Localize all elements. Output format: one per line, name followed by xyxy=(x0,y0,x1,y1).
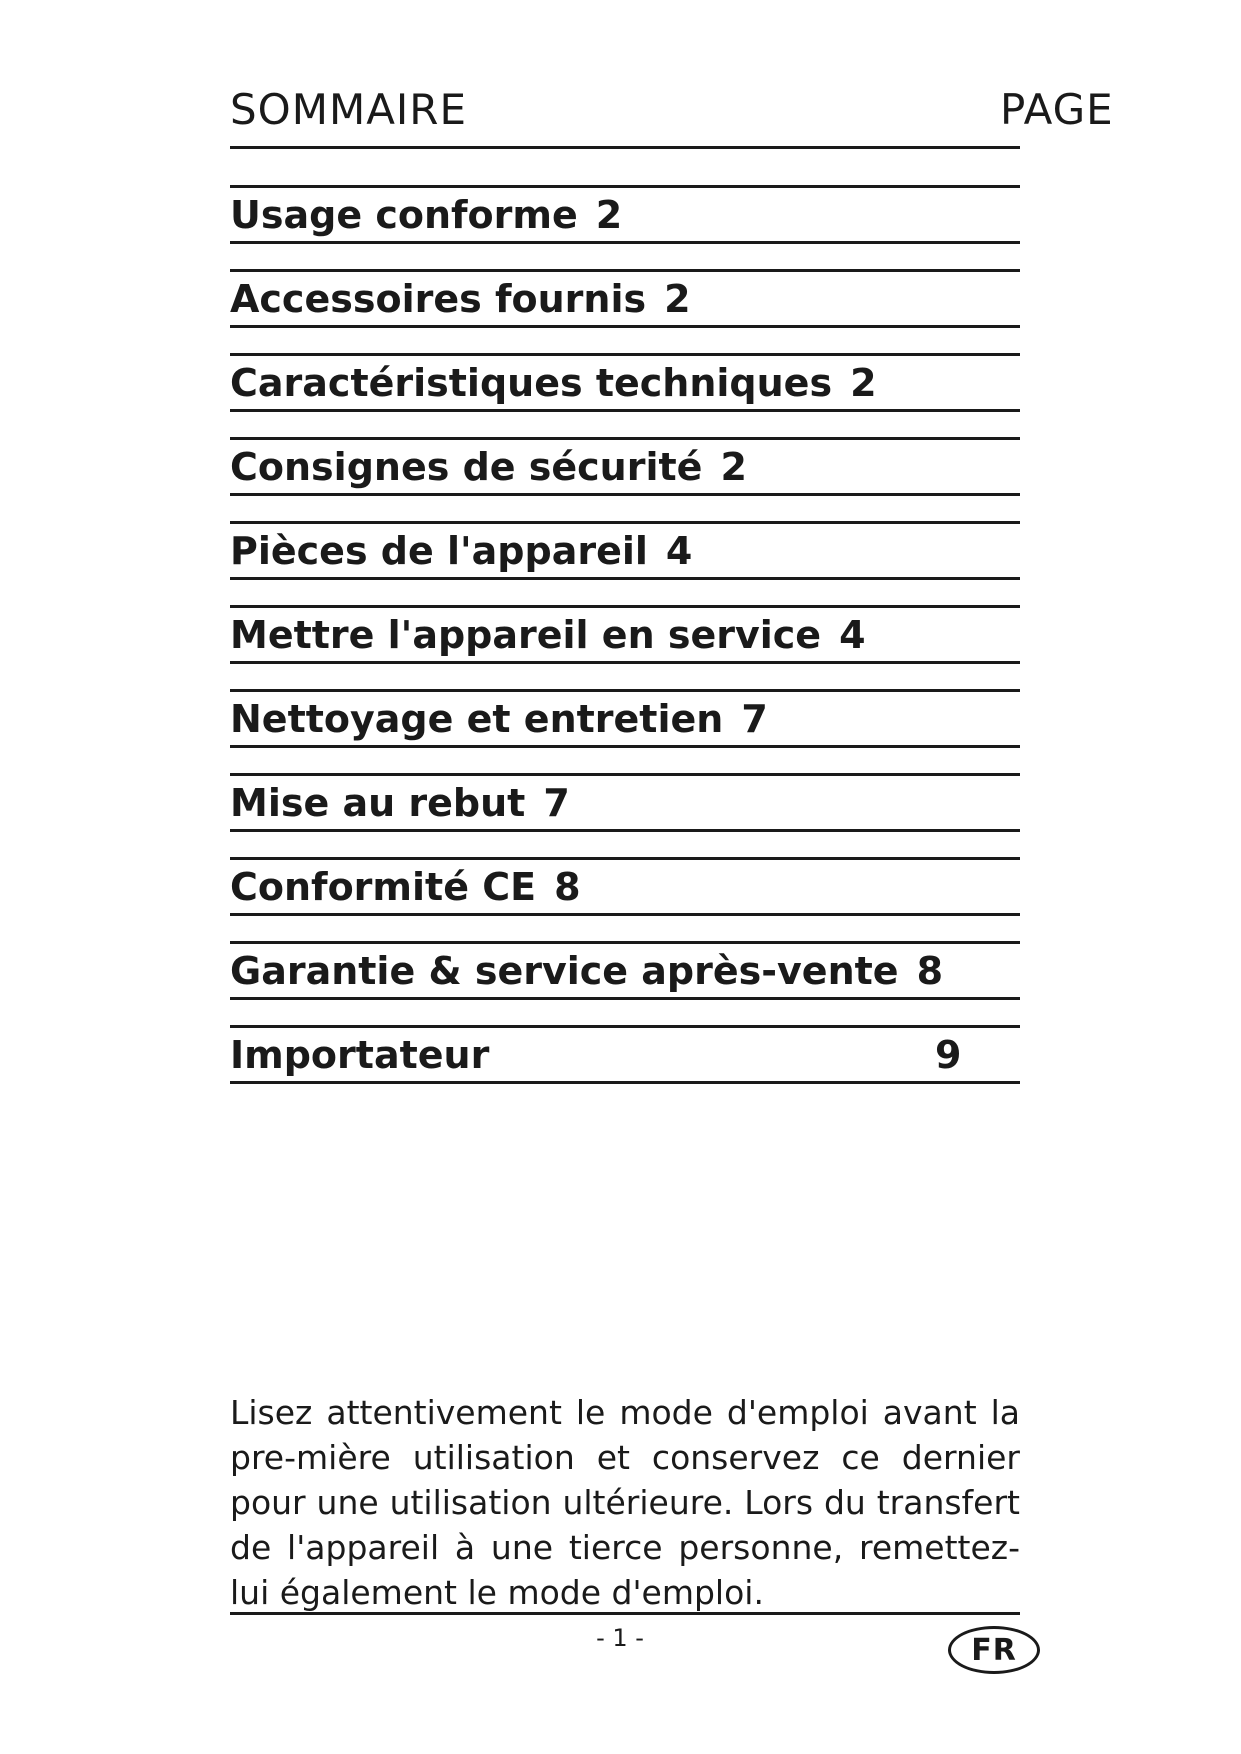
toc-item-page: 2 xyxy=(664,277,691,321)
toc-item-page: 4 xyxy=(839,613,866,657)
toc-rule-top xyxy=(230,1025,1020,1028)
toc-rule-bottom xyxy=(230,325,1020,328)
page-number: - 1 - xyxy=(596,1624,644,1652)
toc-item-label: Accessoires fournis xyxy=(230,277,647,321)
toc-item-page: 7 xyxy=(741,697,768,741)
toc-rule-bottom xyxy=(230,241,1020,244)
toc-item-label: Mettre l'appareil en service xyxy=(230,613,822,657)
toc-item-label: Consignes de sécurité xyxy=(230,445,703,489)
language-badge: FR xyxy=(948,1626,1040,1674)
toc-rule-bottom xyxy=(230,493,1020,496)
header-divider xyxy=(230,146,1020,149)
toc-entry xyxy=(230,277,691,321)
toc-item-label: Nettoyage et entretien xyxy=(230,697,724,741)
toc-item-usage-conforme[interactable] xyxy=(230,185,1020,269)
toc-item-label: Mise au rebut xyxy=(230,781,526,825)
toc-item-page: 4 xyxy=(665,529,693,573)
toc-rule-bottom xyxy=(230,745,1020,748)
toc-entry xyxy=(230,1033,962,1077)
toc-item-consignes-de-securite[interactable] xyxy=(230,437,1020,521)
toc-item-page: 2 xyxy=(850,361,877,405)
footer-divider xyxy=(230,1612,1020,1615)
toc-item-accessoires-fournis[interactable] xyxy=(230,269,1020,353)
toc-item-page: 2 xyxy=(595,193,623,237)
toc-rule-bottom xyxy=(230,829,1020,832)
toc-rule-top xyxy=(230,941,1020,944)
toc-rule-top xyxy=(230,269,1020,272)
toc-item-page: 8 xyxy=(554,865,581,909)
toc-item-page: 9 xyxy=(935,1033,962,1077)
toc-item-caracteristiques-techniques[interactable] xyxy=(230,353,1020,437)
toc-item-page: 8 xyxy=(916,949,944,993)
toc-rule-bottom xyxy=(230,997,1020,1000)
toc-entry xyxy=(230,529,692,573)
toc-item-conformite-ce[interactable] xyxy=(230,857,1020,941)
page-header xyxy=(230,85,1114,135)
toc-entry xyxy=(230,445,747,489)
toc-item-label: Pièces de l'appareil xyxy=(230,529,648,573)
toc-item-mettre-en-service[interactable] xyxy=(230,605,1020,689)
page-column-label: PAGE xyxy=(1000,85,1114,134)
page-title: SOMMAIRE xyxy=(230,85,468,134)
toc-rule-top xyxy=(230,437,1020,440)
toc-rule-top xyxy=(230,185,1020,188)
toc-entry xyxy=(230,193,622,237)
toc-rule-top xyxy=(230,521,1020,524)
toc-item-importateur[interactable] xyxy=(230,1025,1020,1109)
toc-rule-bottom xyxy=(230,913,1020,916)
usage-notice: Lisez attentivement le mode d'emploi avant la pre-mière utilisation et conservez ce dernier pour une utilisation ultérieure. Lors du transfert de l'appareil à une tierce personne, remettez-lui également le mode d'emploi. xyxy=(230,1393,1020,1612)
toc-item-garantie-service[interactable] xyxy=(230,941,1020,1025)
toc-entry xyxy=(230,865,581,909)
toc-entry xyxy=(230,361,877,405)
toc-entry xyxy=(230,781,570,825)
toc-rule-bottom xyxy=(230,1081,1020,1084)
toc-entry xyxy=(230,697,768,741)
toc-rule-top xyxy=(230,689,1020,692)
toc-entry xyxy=(230,613,866,657)
toc-item-mise-au-rebut[interactable] xyxy=(230,773,1020,857)
toc-rule-bottom xyxy=(230,409,1020,412)
toc-rule-bottom xyxy=(230,577,1020,580)
toc-item-label: Caractéristiques techniques xyxy=(230,361,833,405)
toc-item-label: Importateur xyxy=(230,1033,490,1077)
toc-item-label: Usage conforme xyxy=(230,193,578,237)
table-of-contents xyxy=(230,185,1020,1109)
toc-entry xyxy=(230,949,943,993)
toc-rule-top xyxy=(230,857,1020,860)
toc-rule-top xyxy=(230,605,1020,608)
toc-item-label: Garantie & service après-vente xyxy=(230,949,899,993)
toc-rule-top xyxy=(230,773,1020,776)
toc-item-page: 7 xyxy=(543,781,570,825)
toc-item-pieces-de-l-appareil[interactable] xyxy=(230,521,1020,605)
toc-rule-top xyxy=(230,353,1020,356)
toc-item-label: Conformité CE xyxy=(230,865,537,909)
toc-rule-bottom xyxy=(230,661,1020,664)
toc-item-page: 2 xyxy=(720,445,747,489)
toc-item-nettoyage-et-entretien[interactable] xyxy=(230,689,1020,773)
